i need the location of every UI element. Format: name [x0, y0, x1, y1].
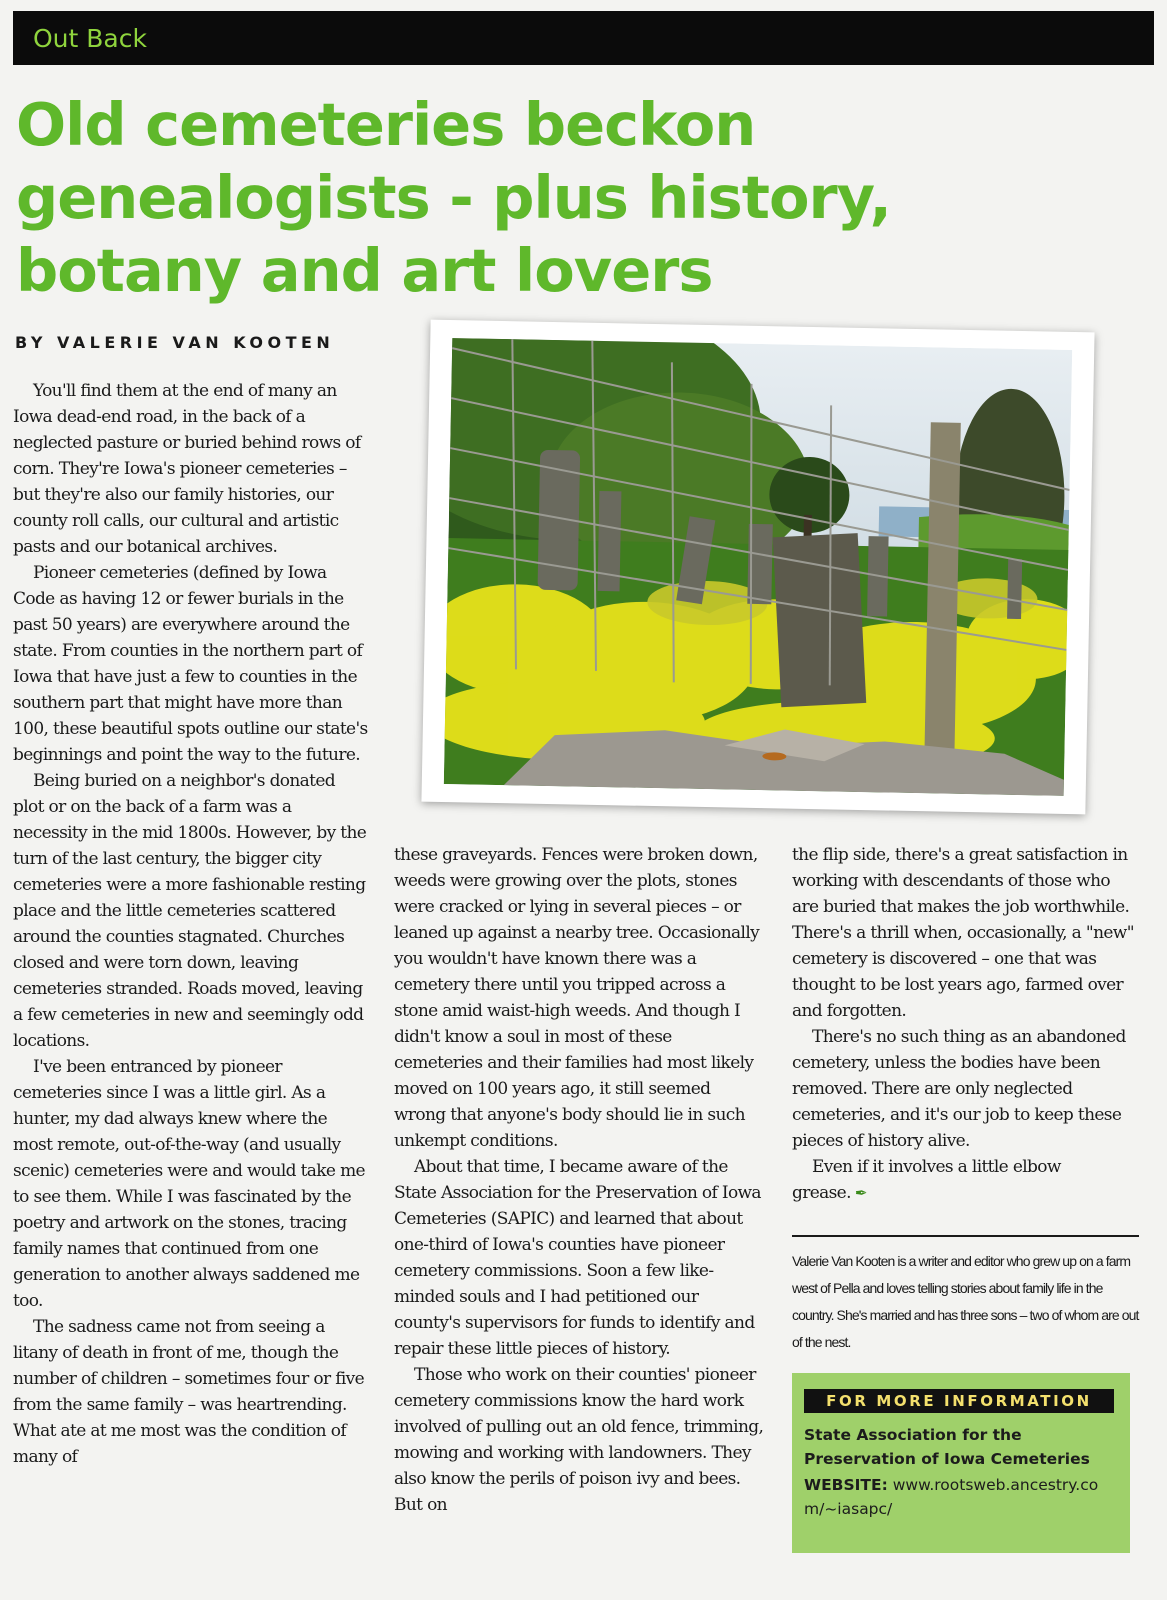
article-column-3: [792, 842, 1140, 1206]
website-link[interactable]: www.rootsweb.ancestry.com/~iasapc/: [804, 1476, 1099, 1518]
article-column-1: [13, 378, 368, 1470]
author-bio: Valerie Van Kooten is a writer and editor who grew up on a farm west of Pella and loves telling stories about family life in the country. She's married and has three sons – two of whom are out of the nest.: [792, 1253, 1139, 1350]
paragraph: The sadness came not from seeing a litany of death in front of me, though the number of children – sometimes four or five from the same family – was heartrending. What ate at me most was the condition of many of: [13, 1317, 365, 1467]
bio-divider: [792, 1235, 1139, 1237]
paragraph: the flip side, there's a great satisfaction in working with descendants of those who are buried that makes the job worthwhile. There's a thrill when, occasionally, a "new" cemetery is discovered – one that was thought to be lost years ago, farmed over and forgotten.: [792, 845, 1134, 1021]
pen-nib-icon: ✒: [854, 1184, 867, 1202]
more-info-org: State Association for the Preservation of Iowa Cemeteries: [804, 1426, 1090, 1468]
more-info-website: [804, 1473, 1114, 1521]
headline-line-2: genealogists - plus history,: [16, 163, 891, 232]
more-info-box: [792, 1373, 1130, 1553]
paragraph: Those who work on their counties' pioneer cemetery commissions know the hard work involved of pulling out an old fence, trimming, mowing and working with landowners. They also know the perils of poison ivy and bees. But on: [394, 1365, 764, 1515]
byline: BY VALERIE VAN KOOTEN: [15, 333, 335, 352]
final-paragraph-text: Even if it involves a little elbow grease.: [792, 1157, 1061, 1203]
article-headline: [16, 88, 1136, 307]
paragraph: You'll find them at the end of many an Iowa dead-end road, in the back of a neglected pasture or buried behind rows of corn. They're Iowa's pioneer cemeteries – but they're also our family histories, our county roll calls, our cultural and artistic pasts and our botanical archives.: [13, 381, 361, 557]
section-label: Out Back: [33, 23, 147, 53]
paragraph: I've been entranced by pioneer cemeteries since I was a little girl. As a hunter, my dad always knew where the most remote, out-of-the-way (and usually scenic) cemeteries were and would take me to see them. While I was fascinated by the poetry and artwork on the stones, tracing family names that continued from one generation to another always saddened me too.: [13, 1057, 365, 1311]
paragraph-final: [792, 1154, 1140, 1206]
paragraph: There's no such thing as an abandoned cemetery, unless the bodies have been removed. There are only neglected cemeteries, and it's our job to keep these pieces of history alive.: [792, 1027, 1126, 1151]
headline-line-1: Old cemeteries beckon: [16, 90, 756, 159]
website-label: WEBSITE:: [804, 1476, 888, 1494]
section-header-bar: [13, 11, 1154, 65]
paragraph: Pioneer cemeteries (defined by Iowa Code as having 12 or fewer burials in the past 50 years) are everywhere around the state. From counties in the northern part of Iowa that have just a few to counties in the southern part that might have more than 100, these beautiful spots outline our state's beginnings and point the way to the future.: [13, 563, 368, 765]
cemetery-photo: [421, 320, 1094, 815]
more-info-header: FOR MORE INFORMATION: [804, 1389, 1114, 1413]
paragraph: About that time, I became aware of the State Association for the Preservation of Iowa Cemeteries (SAPIC) and learned that about one-third of Iowa's counties have pioneer cemetery commissions. Soon a few like-minded souls and I had petitioned our county's supervisors for funds to identify and repair these little pieces of history.: [394, 1157, 761, 1359]
paragraph: Being buried on a neighbor's donated plot or on the back of a farm was a necessity in the mid 1800s. However, by the turn of the last century, the bigger city cemeteries were a more fashionable resting place and the little cemeteries scattered around the counties stagnated. Churches closed and were torn down, leaving cemeteries stranded. Roads moved, leaving a few cemeteries in new and seemingly odd locations.: [13, 771, 367, 1051]
headline-line-3: botany and art lovers: [16, 236, 713, 305]
paragraph: these graveyards. Fences were broken down, weeds were growing over the plots, stones were cracked or lying in several pieces – or leaned up against a nearby tree. Occasionally you wouldn't have known there was a cemetery there until you tripped across a stone amid waist-high weeds. And though I didn't know a soul in most of these cemeteries and their families had most likely moved on 100 years ago, it still seemed wrong that anyone's body should lie in such unkempt conditions.: [394, 845, 760, 1151]
photo-of-pioneer-cemetery-icon: [444, 338, 1072, 796]
article-column-2: [394, 842, 764, 1518]
